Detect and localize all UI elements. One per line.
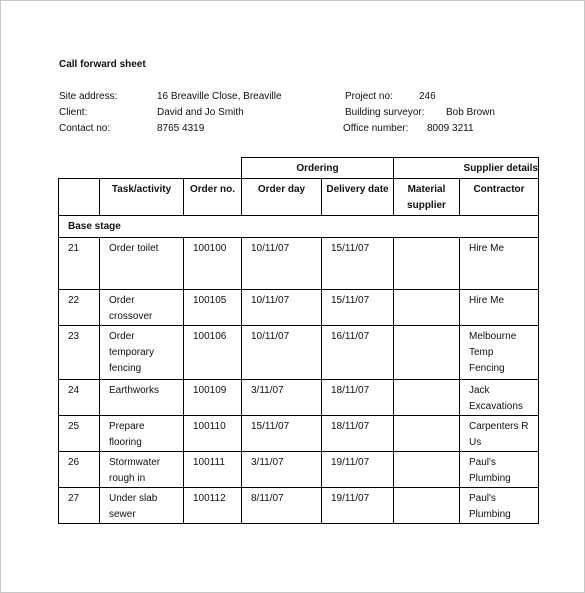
row-material-supplier [394,452,460,488]
row-task: Order toilet [100,238,184,290]
row-number: 24 [59,380,100,416]
stage-row: Base stage [59,216,539,238]
row-material-supplier [394,238,460,290]
order-day-header: Order day [242,179,322,216]
row-order-day: 10/11/07 [242,290,322,326]
row-material-supplier [394,488,460,524]
task-header: Task/activity [100,179,184,216]
row-number: 21 [59,238,100,290]
row-delivery-date: 19/11/07 [322,452,394,488]
row-number: 23 [59,326,100,380]
row-number: 27 [59,488,100,524]
row-contractor: Paul's Plumbing [460,452,539,488]
row-order-no: 100106 [184,326,242,380]
project-label: Project no: [345,91,393,102]
row-order-day: 15/11/07 [242,416,322,452]
row-material-supplier [394,380,460,416]
row-number: 26 [59,452,100,488]
row-order-day: 8/11/07 [242,488,322,524]
row-order-no: 100112 [184,488,242,524]
table-row [59,488,539,524]
sheet-title: Call forward sheet [59,59,146,70]
row-order-no: 100110 [184,416,242,452]
row-order-day: 3/11/07 [242,380,322,416]
header-spacer [59,158,242,179]
row-order-no: 100109 [184,380,242,416]
row-order-day: 10/11/07 [242,326,322,380]
row-task: Prepare flooring [100,416,184,452]
contact-value: 8765 4319 [157,123,205,134]
row-order-no: 100105 [184,290,242,326]
row-delivery-date: 15/11/07 [322,290,394,326]
row-contractor: Hire Me [460,238,539,290]
row-contractor: Jack Excavations [460,380,539,416]
row-contractor: Paul's Plumbing [460,488,539,524]
supplier-group-header: Supplier details [394,158,539,179]
surveyor-value: Bob Brown [446,107,495,118]
table-row [59,238,539,290]
row-number: 22 [59,290,100,326]
row-task: Earthworks [100,380,184,416]
row-delivery-date: 15/11/07 [322,238,394,290]
site-address-label: Site address: [59,91,118,102]
row-order-day: 3/11/07 [242,452,322,488]
row-delivery-date: 18/11/07 [322,416,394,452]
delivery-date-header: Delivery date [322,179,394,216]
contact-label: Contact no: [59,123,111,134]
office-value: 8009 3211 [427,123,474,134]
number-header [59,179,100,216]
client-value: David and Jo Smith [157,107,244,118]
office-label: Office number: [343,123,409,134]
table-row [59,290,539,326]
row-task: Under slab sewer [100,488,184,524]
table-row [59,380,539,416]
order-no-header: Order no. [184,179,242,216]
project-value: 246 [419,91,436,102]
row-task: Stormwater rough in [100,452,184,488]
table-row [59,452,539,488]
row-contractor: Carpenters R Us [460,416,539,452]
call-forward-table [58,157,539,524]
row-delivery-date: 19/11/07 [322,488,394,524]
material-supplier-header: Material supplier [394,179,460,216]
row-delivery-date: 16/11/07 [322,326,394,380]
row-task: Order temporary fencing [100,326,184,380]
row-order-day: 10/11/07 [242,238,322,290]
row-task: Order crossover [100,290,184,326]
client-label: Client: [59,107,88,118]
row-order-no: 100100 [184,238,242,290]
contractor-header: Contractor [460,179,539,216]
row-order-no: 100111 [184,452,242,488]
row-contractor: Hire Me [460,290,539,326]
row-material-supplier [394,416,460,452]
row-number: 25 [59,416,100,452]
surveyor-label: Building surveyor: [345,107,425,118]
row-material-supplier [394,326,460,380]
table-row [59,326,539,380]
row-contractor: Melbourne Temp Fencing [460,326,539,380]
row-material-supplier [394,290,460,326]
site-address-value: 16 Breaville Close, Breaville [157,91,282,102]
row-delivery-date: 18/11/07 [322,380,394,416]
ordering-group-header: Ordering [242,158,394,179]
table-row [59,416,539,452]
